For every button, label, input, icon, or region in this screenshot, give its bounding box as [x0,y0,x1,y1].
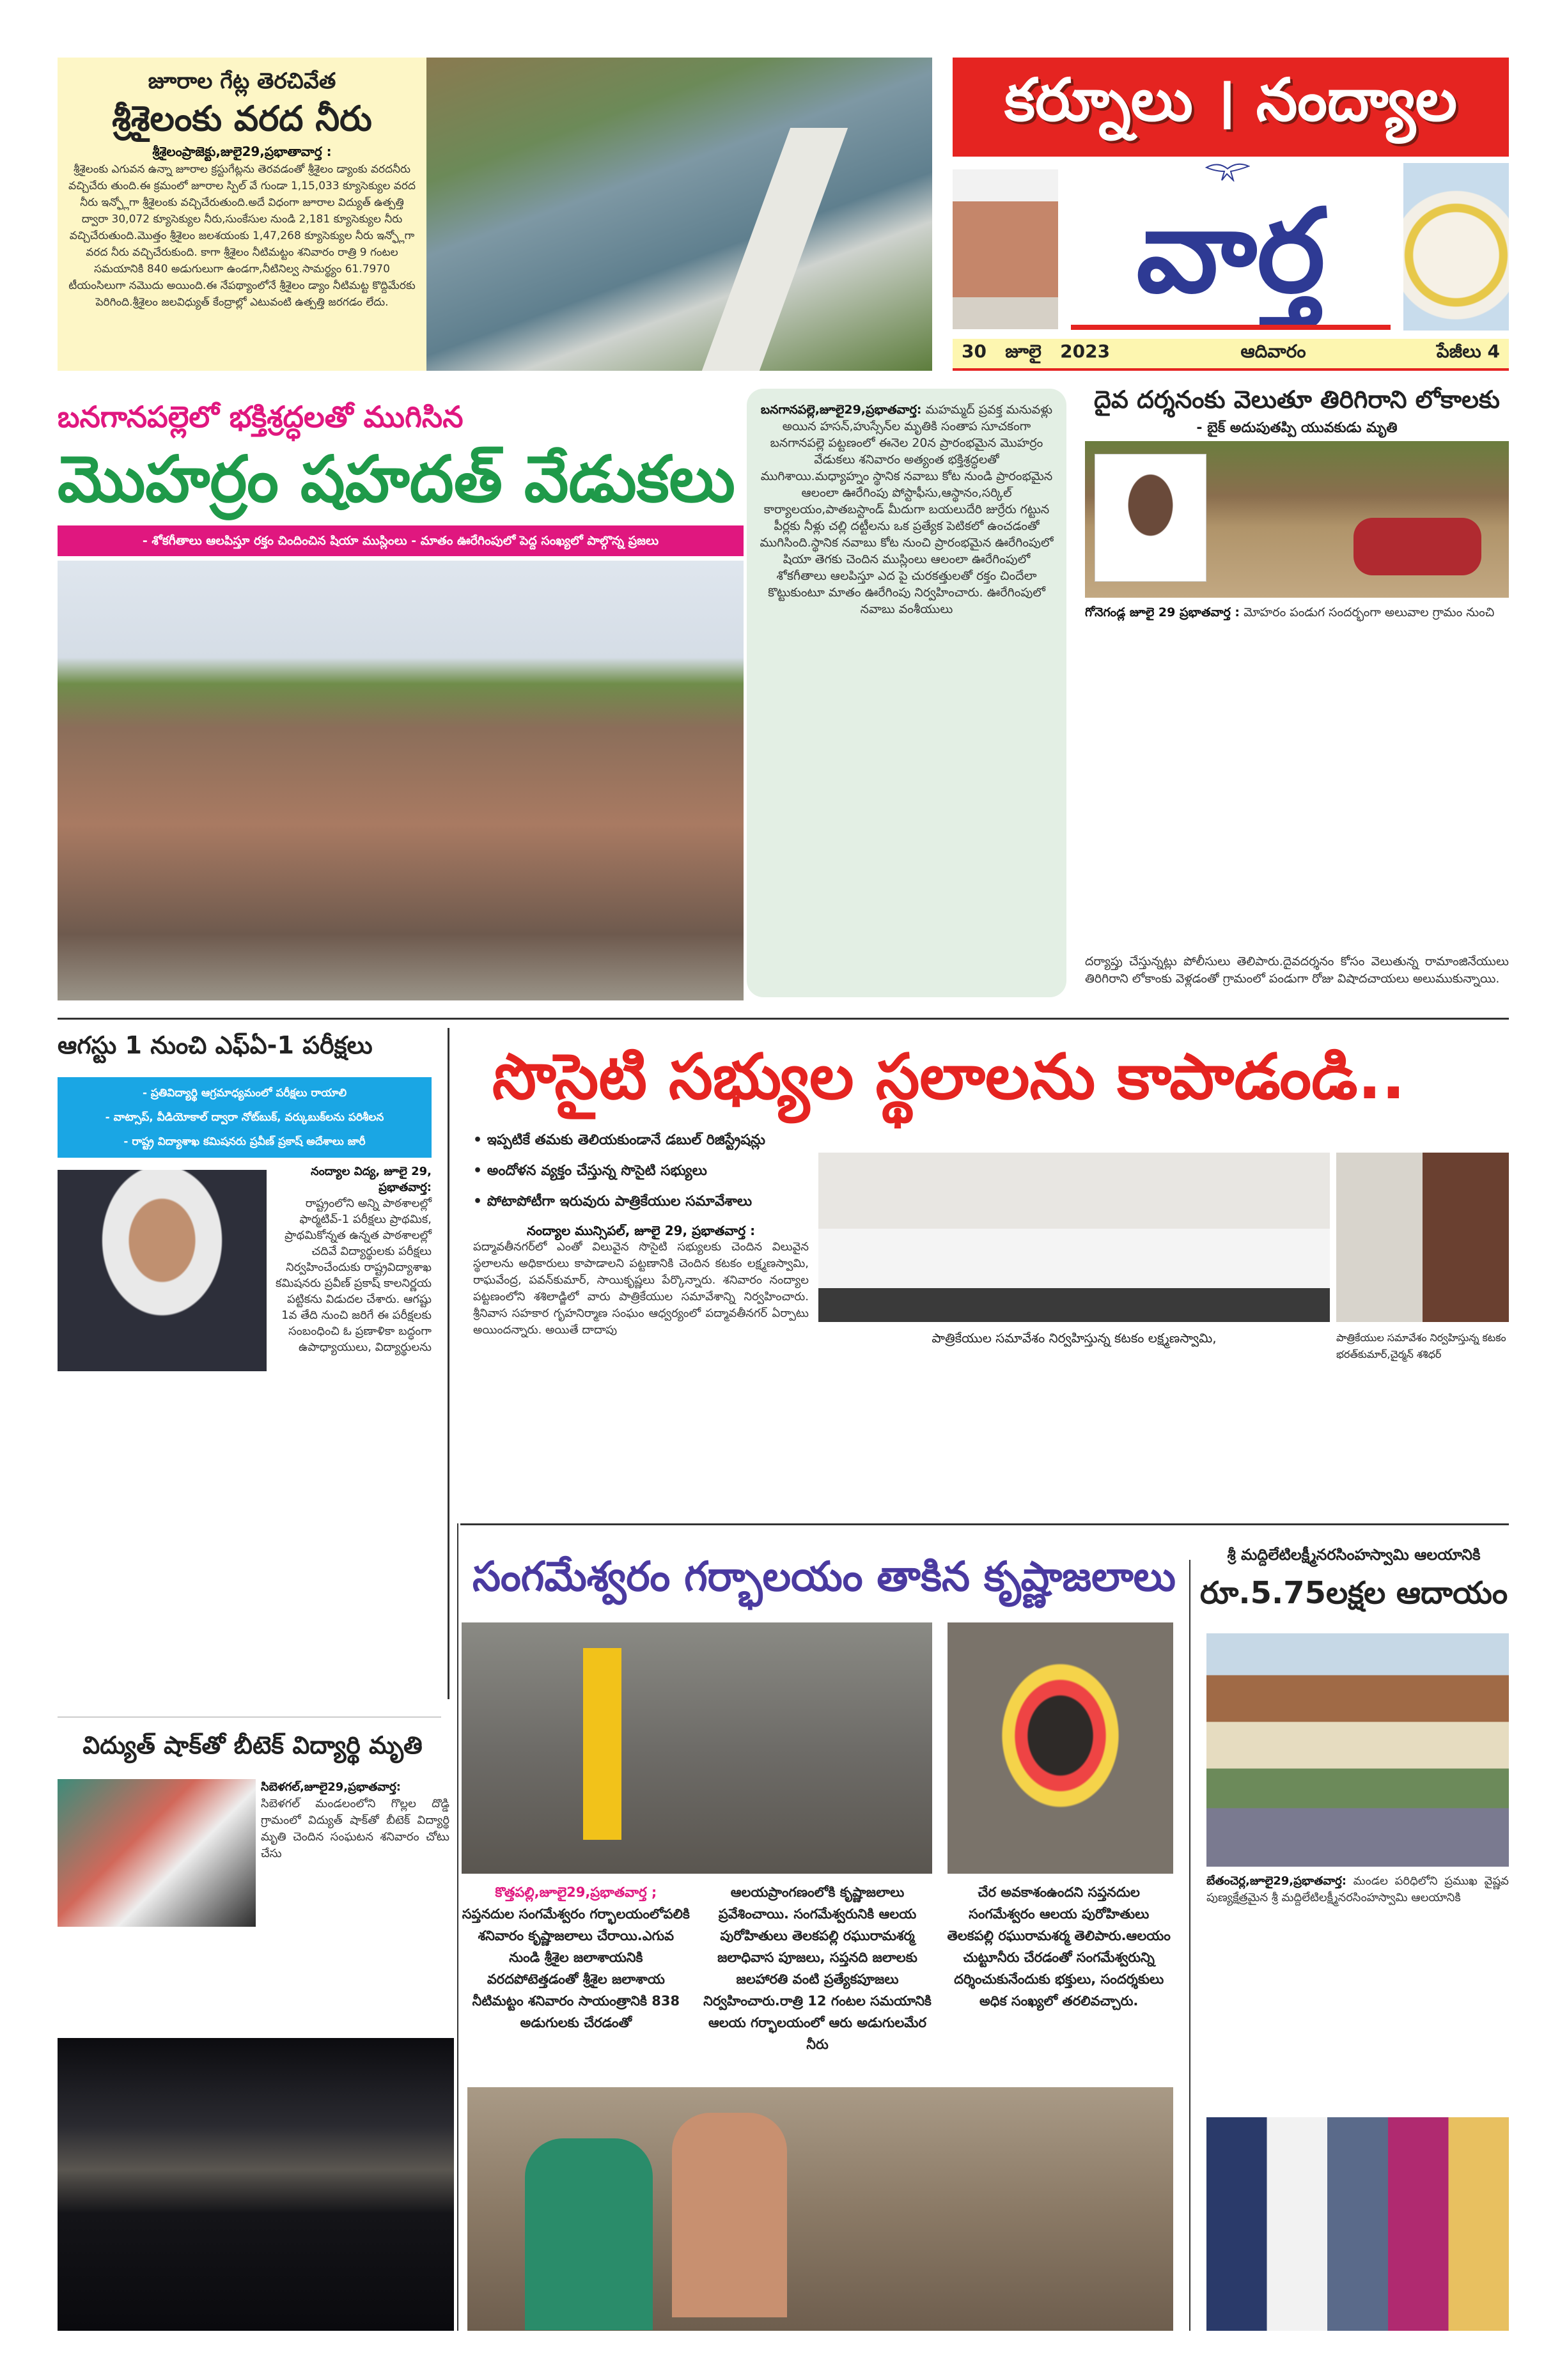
divider [460,1523,1509,1525]
fa-body: నంద్యాల విద్య, జూలై 29, ప్రభాతవార్త: రాష్ట్రంలోని అన్ని పాఠశాలల్లో ఫార్మటివ్-1 పరీక్షలు ప్రాథమిక, ప్రాథమికోన్నత ఉన్నత పాఠశాలల్లో చదివే విద్యార్థులకు పరీక్షలు నిర్వహించేందుకు రాష్ట్రవిద్యాశాఖ కమిషనరు ప్రవీణ్ ప్రకాష్ కాలనిర్ణయ పట్టికను విడుదల చేశారు. ఆగష్టు 1వ తేది నుంచి జరిగే ఈ పరీక్షలకు సంబంధించి ఓ ప్రణాళికా బద్ధంగా ఉపాధ్యాయులు, విద్యార్థులను [276,1165,432,1354]
date-strip [953,339,1509,371]
shivalinga-photo [948,1622,1173,1874]
muharram-procession-photo [58,561,744,1000]
maddileti-body: బేతంచెర్ల,జూలై29,ప్రభాతవార్త: మండల పరిధిలోని ప్రముఖ వైష్ణవ పుణ్యక్షేత్రమైన శ్రీ మద్దిలేటిలక్ష్మీనరసింహస్వామి ఆలయానికి [1206,1874,1509,1904]
divider [457,1523,458,2331]
divider [448,1028,449,1699]
muharram-body-box [747,389,1066,997]
srisailam-kicker: జూరాల గేట్ల తెరచివేత [148,68,336,94]
newspaper-logo: వార్త [1136,185,1325,318]
victim-portrait [1095,454,1206,582]
fort-photo [953,169,1058,329]
muharram-kicker: బనగానపల్లెలో భక్తిశ్రద్ధలతో ముగిసిన [58,400,464,434]
maddileti-temple-photo [1206,1633,1509,1867]
commissioner-portrait [58,1170,267,1371]
caption-photo-1: పాత్రికేయుల సమావేశం నిర్వహిస్తున్న కటకం లక్ష్మణస్వామి, [932,1330,1217,1346]
temple-interior-photo [462,1622,932,1874]
society-body: నంద్యాల మున్సిపల్, జూలై 29, ప్రభాతవార్త : పద్మావతీనగర్‌లో ఎంతో విలువైన సొసైటి సభ్యులకు చెందిన విలువైన స్థలాలను అధికారులు కాపాడాలని పట్టణానికి చెందిన కటకం లక్ష్మణస్వామి, రాఘవేంద్ర, పవన్‌కుమార్, సాయికృష్ణలు పేర్కొన్నారు. శనివారం నంద్యాల పట్టణంలోని శశిలాడ్జిలో వారు పాత్రికేయుల సమావేశాన్ని నిర్వహించారు. శ్రీనివాస సహకార గృహనిర్మాణ సంఘం ఆధ్వర్యంలో పద్మావతీనగర్ ఏర్పాటు అయిందన్నారు. అయితే దాదాపు [473,1223,809,1337]
divider [58,1716,441,1718]
page-count: పేజీలు 4 [1436,341,1500,362]
maddileti-headline: రూ.5.75లక్షల ఆదాయం [1199,1575,1508,1611]
srisailam-dateline: శ్రీశైలంప్రాజెక్టు,జులై29,ప్రభాతావార్త : [152,144,332,159]
muharram-strap: - శోకగీతాలు ఆలపిస్తూ రక్తం చిందించిన షియా ముస్లింలు - మాతం ఊరేగింపులో పెద్ద సంఖ్యలో పాల్గొన్న ప్రజలు [58,525,744,556]
muharram-headline: మొహర్రం షహదత్ వేడుకలు [58,442,735,517]
masthead [953,58,1509,371]
date: 30 జూలై 2023 [962,341,1111,362]
region-title-banner [953,58,1509,157]
nandi-photo [1403,163,1509,331]
sangameswaram-body: కొత్తపల్లి,జూలై29,ప్రభాతవార్త ; సప్తనదుల సంగమేశ్వరం గర్భాలయంలోపలికి శనివారం కృష్ణాజలాలు చేరాయి.ఎగువ నుండి శ్రీశైల జలాశాయనికి వరదపోటెత్తడంతో శ్రీశైల జలాశాయ నీటిమట్టం శనివారం సాయంత్రానికి 838 అడుగులకు చేరడంతో ఆలయప్రాంగణంలోకి కృష్ణాజలాలు ప్రవేశించాయి. సంగమేశ్వరునికి ఆలయ పురోహితులు తెలకపల్లి రఘురామశర్మ జలాధివాస పూజలు, సప్తనది జలాలకు జలహారతి వంటి ప్రత్యేకపూజలు నిర్వహించారు.రాత్రి 12 గంటల సమయానికి ఆలయ గర్భాలయంలో ఆరు అడుగులమేర నీరు చేర అవకాశంఉందని సప్తనదుల సంగమేశ్వరం ఆలయ పురోహితులు తెలకపల్లి రఘురామశర్మ తెలిపారు.ఆలయం చుట్టూనీరు చేరడంతో సంగమేశ్వరున్ని దర్శించుకునేందుకు భక్తులు, సందర్శకులు అధిక సంఖ్యలో తరలివచ్చారు. [462,1885,1171,2052]
donation-handover-photo [1206,2117,1509,2331]
muharram-body: మహమ్మద్ ప్రవక్త మనువళ్లు అయిన హసన్,హుస్సేన్‌ల మృతికి సంతాప సూచకంగా బనగానపల్లె పట్టణంలో ఈనెల 20న ప్రారంభమైన మొహర్రం వేడుకలు శనివారం అత్యంత భక్తిశ్రద్ధలతో ముగిశాయి.మధ్యాహ్నం స్థానిక నవాబు కోట నుండి ప్రారంభమైన ఆలంలా ఊరేగింపు పోస్టాఫీసు,ఆస్థానం,సర్కిల్ కార్యాలయం,పాతబస్టాండ్ మీదుగా బయలుదేరి జుర్రేరు గట్టున పీర్లకు నీళ్లు చల్లి దట్టీలను ఒక ప్రత్యేక పెటికలో ఉంచడంతో ముగిసింది.స్థానిక నవాబు కోట నుంచి ప్రారంభమైన ఊరేగింపులో షియా తెగకు చెందిన ముస్లింలు ఆలంలా ఊరేగింపులో శోకగీతాలు ఆలపిస్తూ ఎద పై చురకత్తులతో రక్తం చిందేలా కొట్టుకుంటూ మాతం ఊరేగింపు నిర్వహించారు. ఊరేగింపులో నవాబు వంశీయులు [760,403,1054,616]
divider [1189,1560,1190,2331]
bike-subhead: - బైక్ అదుపుతప్పి యువకుడు మృతి [1196,420,1398,436]
student-body-photo [58,1779,256,1927]
river-puja-photo [467,2087,1173,2331]
srisailam-article [58,58,426,371]
maddileti-kicker: శ్రీ మద్దిలేటిలక్ష్మీనరసింహస్వామి ఆలయానికి [1227,1546,1481,1564]
srisailam-headline: శ్రీశైలంకు వరద నీరు [112,98,372,139]
press-meet-photo-2 [1336,1153,1509,1322]
bike-body: గోనెగండ్ల జూలై 29 ప్రభాతవార్త : మోహరం పండుగ సందర్భంగా అలువాల గ్రామం నుంచి దర్యాప్తు చేస్తున్నట్లు పోలీసులు తెలిపారు.దైవదర్శనం కోసం వెలుతున్న రామాంజినేయులు తిరిగిరాని లోకాంకు వెళ్లడంతో గ్రామంలో పండుగా రోజు విషాదచాయలు అలుముకున్నాయి. [1085,604,1509,994]
srisailam-body: శ్రీశైలంకు ఎగువన ఉన్నా జూరాల క్రస్టుగేట్లను తెరవడంతో శ్రీశైలం డ్యాంకు వరదనీరు వచ్చిచేరు తుంది.ఈ క్రమంలో జూరాల స్పిల్ వే గుండా 1,15,033 క్యూసెక్యుల వరద నీరు ఇన్ఫ్లోగా శ్రీశైలంకు వచ్చిచేరుతుంది.అదే విధంగా జూరాల విద్యుత్ ఉత్పత్తి ద్వారా 30,072 క్యూసెక్యుల నీరు,సుంకేసుల నుండి 2,181 క్యూసెక్యుల నీరు వచ్చిచేరుతుంది.మొత్తం శ్రీశైలం జలశయంకు 1,47,268 క్యూసెక్యుల నీరు ఇన్ఫ్లోగా వరద నీరు వచ్చిచేరుకుంది. కాగా శ్రీశైలం నీటిమట్టం శనివారం రాత్రి 9 గంటల సమయానికి 840 అడుగులుగా ఉండగా,నీటినిల్వ సామర్థ్యం 61.7970 టీయంసిలుగా నమొదు అయింది.ఈ నేపథ్యాంలోనే శ్రీశైలం డ్యాం నీటిమట్ట కొద్దిమేరకు పెరిగింది.శ్రీశైలం జలవిధ్యుత్ కేంద్రాల్లో ఎటువంటి ఉత్పత్తి జరగడం లేదు. [68,163,416,309]
caption-photo-2: పాత్రికేయుల సమావేశం నిర్వహిస్తున్న కటకం భరత్‌కుమార్,చైర్మన్ శశిధర్ [1336,1332,1506,1360]
sangameswaram-headline: సంగమేశ్వరం గర్భాలయం తాకిన కృష్ణాజలాలు [472,1553,1176,1601]
press-meet-photo-1 [818,1153,1330,1322]
motorbike-shape [1353,518,1481,575]
divider [58,1018,1509,1020]
shock-headline: విద్యుత్ షాక్‌తో బీటెక్ విద్యార్థి మృతి [82,1731,423,1759]
society-bullets: • ఇప్పటికే తమకు తెలియకుండానే డబుల్ రిజిస్ట్రేషన్లు • అందోళన వ్యక్తం చేస్తున్న సొసైటి సభ్యులు • పోటాపోటీగా ఇరువురు పాత్రికేయుల సమావేశాలు [473,1125,812,1217]
weekday: ఆదివారం [1240,341,1306,362]
dam-photo [426,58,932,371]
bike-closing: దర్యాప్తు చేస్తున్నట్లు పోలీసులు తెలిపారు.దైవదర్శనం కోసం వెలుతున్న రామాంజినేయులు తిరిగిరాని లోకాంకు వెళ్లడంతో గ్రామంలో పండుగా రోజు విషాదచాయలు అలుముకున్నాయి. [1085,954,1509,986]
logo-underline [1071,325,1391,330]
night-temple-flood-photo [58,2038,454,2331]
fa-points-box: - ప్రతివిద్యార్థి ఆగ్రమాధ్యమంలో పరీక్షలు రాయాలి - వాట్సాప్, వీడియోకాల్ ద్వారా నోట్‌బుక్, వర్కుబుక్‌లను పరిశీలన - రాష్ట్ర విద్యాశాఖ కమిషనరు ప్రవీణ్ ప్రకాష్ అదేశాలు జారీ [58,1077,432,1158]
bike-headline: దైవ దర్శనంకు వెలుతూ తిరిగిరాని లోకాలకు [1094,385,1500,414]
shock-body: సిబెళగల్,జూలై29,ప్రభాతవార్త: సిబెళగల్ మండలంలోని గొల్లల దొడ్డి గ్రామంలో విద్యుత్ షాక్‌తో బీటెక్ విద్యార్థి మృతి చెందిన సంఘటన శనివారం చోటు చేసు [261,1780,449,1860]
region-title: కర్నూలు । నంద్యాల [1004,65,1457,134]
fa-headline: ఆగస్టు 1 నుంచి ఎఫ్ఏ-1 పరీక్షలు [58,1031,373,1059]
dove-icon [1205,160,1250,182]
muharram-dateline: బనగానపల్లె,జూలై29,ప్రభాతవార్త: [760,403,922,417]
society-headline: సొసైటి సభ్యుల స్థలాలను కాపాడండి.. [492,1041,1405,1114]
